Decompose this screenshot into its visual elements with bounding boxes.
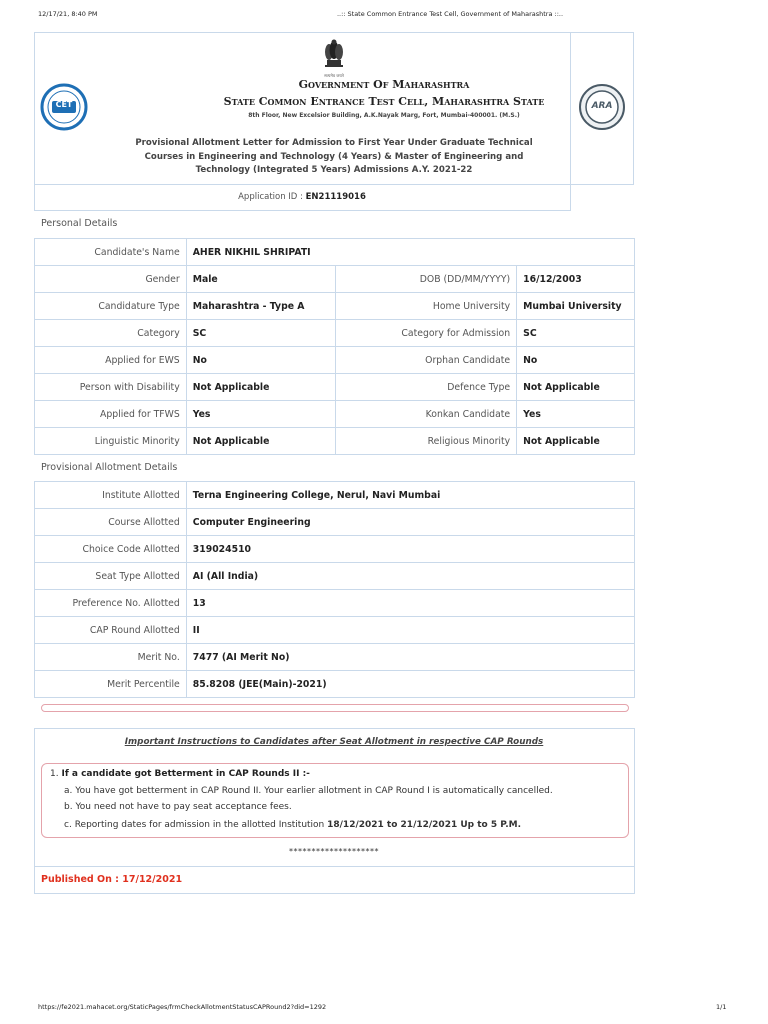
- field-value: Mumbai University: [517, 293, 635, 320]
- field-label: Linguistic Minority: [35, 428, 187, 455]
- application-id-value: EN21119016: [305, 192, 366, 202]
- table-row: [35, 428, 635, 455]
- allotment-label: Merit No.: [35, 644, 187, 671]
- field-value: SC: [517, 320, 635, 347]
- merit-no-value: 7477 (AI Merit No): [186, 644, 634, 671]
- field-value: No: [186, 347, 336, 374]
- table-bottom-line: [34, 697, 635, 698]
- field-value: Not Applicable: [186, 428, 336, 455]
- emblem-motto: सत्यमेव जयते: [324, 73, 344, 78]
- allotment-label: Merit Percentile: [35, 671, 187, 698]
- table-row: [35, 266, 635, 293]
- application-id-label: Application ID :: [238, 192, 303, 202]
- instruction-sub-b: [64, 802, 292, 812]
- field-value: Male: [186, 266, 336, 293]
- field-label: Konkan Candidate: [336, 401, 517, 428]
- cap-round-value: II: [186, 617, 634, 644]
- allotment-label: Choice Code Allotted: [35, 536, 187, 563]
- instruction-item-1: [50, 769, 310, 779]
- allotment-label: CAP Round Allotted: [35, 617, 187, 644]
- ara-logo-text: ARA: [591, 101, 613, 111]
- field-label: Orphan Candidate: [336, 347, 517, 374]
- personal-details-heading: Personal Details: [41, 218, 118, 229]
- table-row: [35, 644, 635, 671]
- published-on: Published On : 17/12/2021: [41, 874, 183, 885]
- table-row: [35, 536, 635, 563]
- appid-left-border: [34, 185, 35, 211]
- table-row: [35, 563, 635, 590]
- print-datetime: 12/17/21, 8:40 PM: [38, 10, 98, 18]
- field-value: SC: [186, 320, 336, 347]
- allotment-details-heading: Provisional Allotment Details: [41, 462, 178, 473]
- sub-marker: b.: [64, 802, 73, 812]
- sub-text: Reporting dates for admission in the allotted Institution: [74, 820, 328, 830]
- stars-separator: ********************: [289, 847, 379, 856]
- seat-type-value: AI (All India): [186, 563, 634, 590]
- candidate-name-label: Candidate's Name: [35, 239, 187, 266]
- table-row: [35, 617, 635, 644]
- header-divider: [570, 32, 571, 211]
- instruction-number: 1.: [50, 769, 59, 779]
- field-label: Gender: [35, 266, 187, 293]
- preference-no-value: 13: [186, 590, 634, 617]
- merit-percentile-value: 85.8208 (JEE(Main)-2021): [186, 671, 634, 698]
- field-value: Not Applicable: [517, 374, 635, 401]
- separator-bar: [41, 704, 629, 712]
- table-row: [35, 347, 635, 374]
- instruction-sub-c: [64, 820, 521, 830]
- letter-title-line-3: Technology (Integrated 5 Years) Admissions A.Y. 2021-22: [195, 165, 473, 175]
- application-id: [34, 192, 570, 202]
- table-row: [35, 482, 635, 509]
- cet-logo-text: CET: [55, 100, 73, 109]
- letter-title-line-2: Courses in Engineering and Technology (4 Years) & Master of Engineering and: [144, 151, 524, 162]
- field-value: 16/12/2003: [517, 266, 635, 293]
- personal-details-table: [34, 238, 635, 455]
- table-row: [35, 590, 635, 617]
- allotment-label: Preference No. Allotted: [35, 590, 187, 617]
- field-value: Maharashtra - Type A: [186, 293, 336, 320]
- field-value: Yes: [517, 401, 635, 428]
- sub-marker: a.: [64, 786, 73, 796]
- field-label: Applied for TFWS: [35, 401, 187, 428]
- stars-bottom-line: [34, 866, 635, 867]
- field-value: Yes: [186, 401, 336, 428]
- field-label: DOB (DD/MM/YYYY): [336, 266, 517, 293]
- print-url: https://fe2021.mahacet.org/StaticPages/frmCheckAllotmentStatusCAPRound2?did=1292: [38, 1003, 327, 1011]
- table-row: [35, 509, 635, 536]
- field-label: Defence Type: [336, 374, 517, 401]
- appid-bottom-border: [34, 210, 571, 211]
- table-row: [35, 239, 635, 266]
- institute-allotted-value: Terna Engineering College, Nerul, Navi Mumbai: [186, 482, 634, 509]
- instruction-sub-a: [64, 786, 553, 796]
- table-row: [35, 374, 635, 401]
- allotment-details-table: [34, 481, 635, 698]
- course-allotted-value: Computer Engineering: [186, 509, 634, 536]
- table-row: [35, 320, 635, 347]
- gov-title: Government Of Maharashtra: [298, 78, 470, 91]
- address-line: 8th Floor, New Excelsior Building, A.K.Nayak Marg, Fort, Mumbai-400001. (M.S.): [248, 112, 520, 119]
- field-label: Category: [35, 320, 187, 347]
- sub-marker: c.: [64, 820, 72, 830]
- instruction-heading: If a candidate got Betterment in CAP Rounds II :-: [61, 769, 310, 779]
- sub-text: You have got betterment in CAP Round II. Your earlier allotment in CAP Round I is automatically cancelled.: [75, 786, 553, 796]
- print-page-title: ..:: State Common Entrance Test Cell, Government of Maharashtra ::..: [336, 10, 564, 18]
- allotment-label: Institute Allotted: [35, 482, 187, 509]
- letter-title-line-1: Provisional Allotment Letter for Admission to First Year Under Graduate Technical: [135, 138, 533, 148]
- candidate-name-value: AHER NIKHIL SHRIPATI: [186, 239, 634, 266]
- cet-cell-title: State Common Entrance Test Cell, Maharashtra State: [223, 95, 545, 108]
- print-page-number: 1/1: [716, 1003, 727, 1011]
- field-value: No: [517, 347, 635, 374]
- table-row: [35, 293, 635, 320]
- field-label: Category for Admission: [336, 320, 517, 347]
- field-label: Religious Minority: [336, 428, 517, 455]
- choice-code-value: 319024510: [186, 536, 634, 563]
- state-emblem-icon: [319, 38, 349, 74]
- letter-title: [104, 137, 564, 178]
- sub-text: You need not have to pay seat acceptance fees.: [75, 802, 292, 812]
- table-row: [35, 671, 635, 698]
- instructions-title: Important Instructions to Candidates after Seat Allotment in respective CAP Rounds: [124, 737, 544, 747]
- field-label: Candidature Type: [35, 293, 187, 320]
- field-label: Person with Disability: [35, 374, 187, 401]
- field-label: Home University: [336, 293, 517, 320]
- allotment-label: Seat Type Allotted: [35, 563, 187, 590]
- allotment-label: Course Allotted: [35, 509, 187, 536]
- field-value: Not Applicable: [517, 428, 635, 455]
- reporting-dates: 18/12/2021 to 21/12/2021 Up to 5 P.M.: [327, 820, 521, 830]
- field-label: Applied for EWS: [35, 347, 187, 374]
- field-value: Not Applicable: [186, 374, 336, 401]
- table-row: [35, 401, 635, 428]
